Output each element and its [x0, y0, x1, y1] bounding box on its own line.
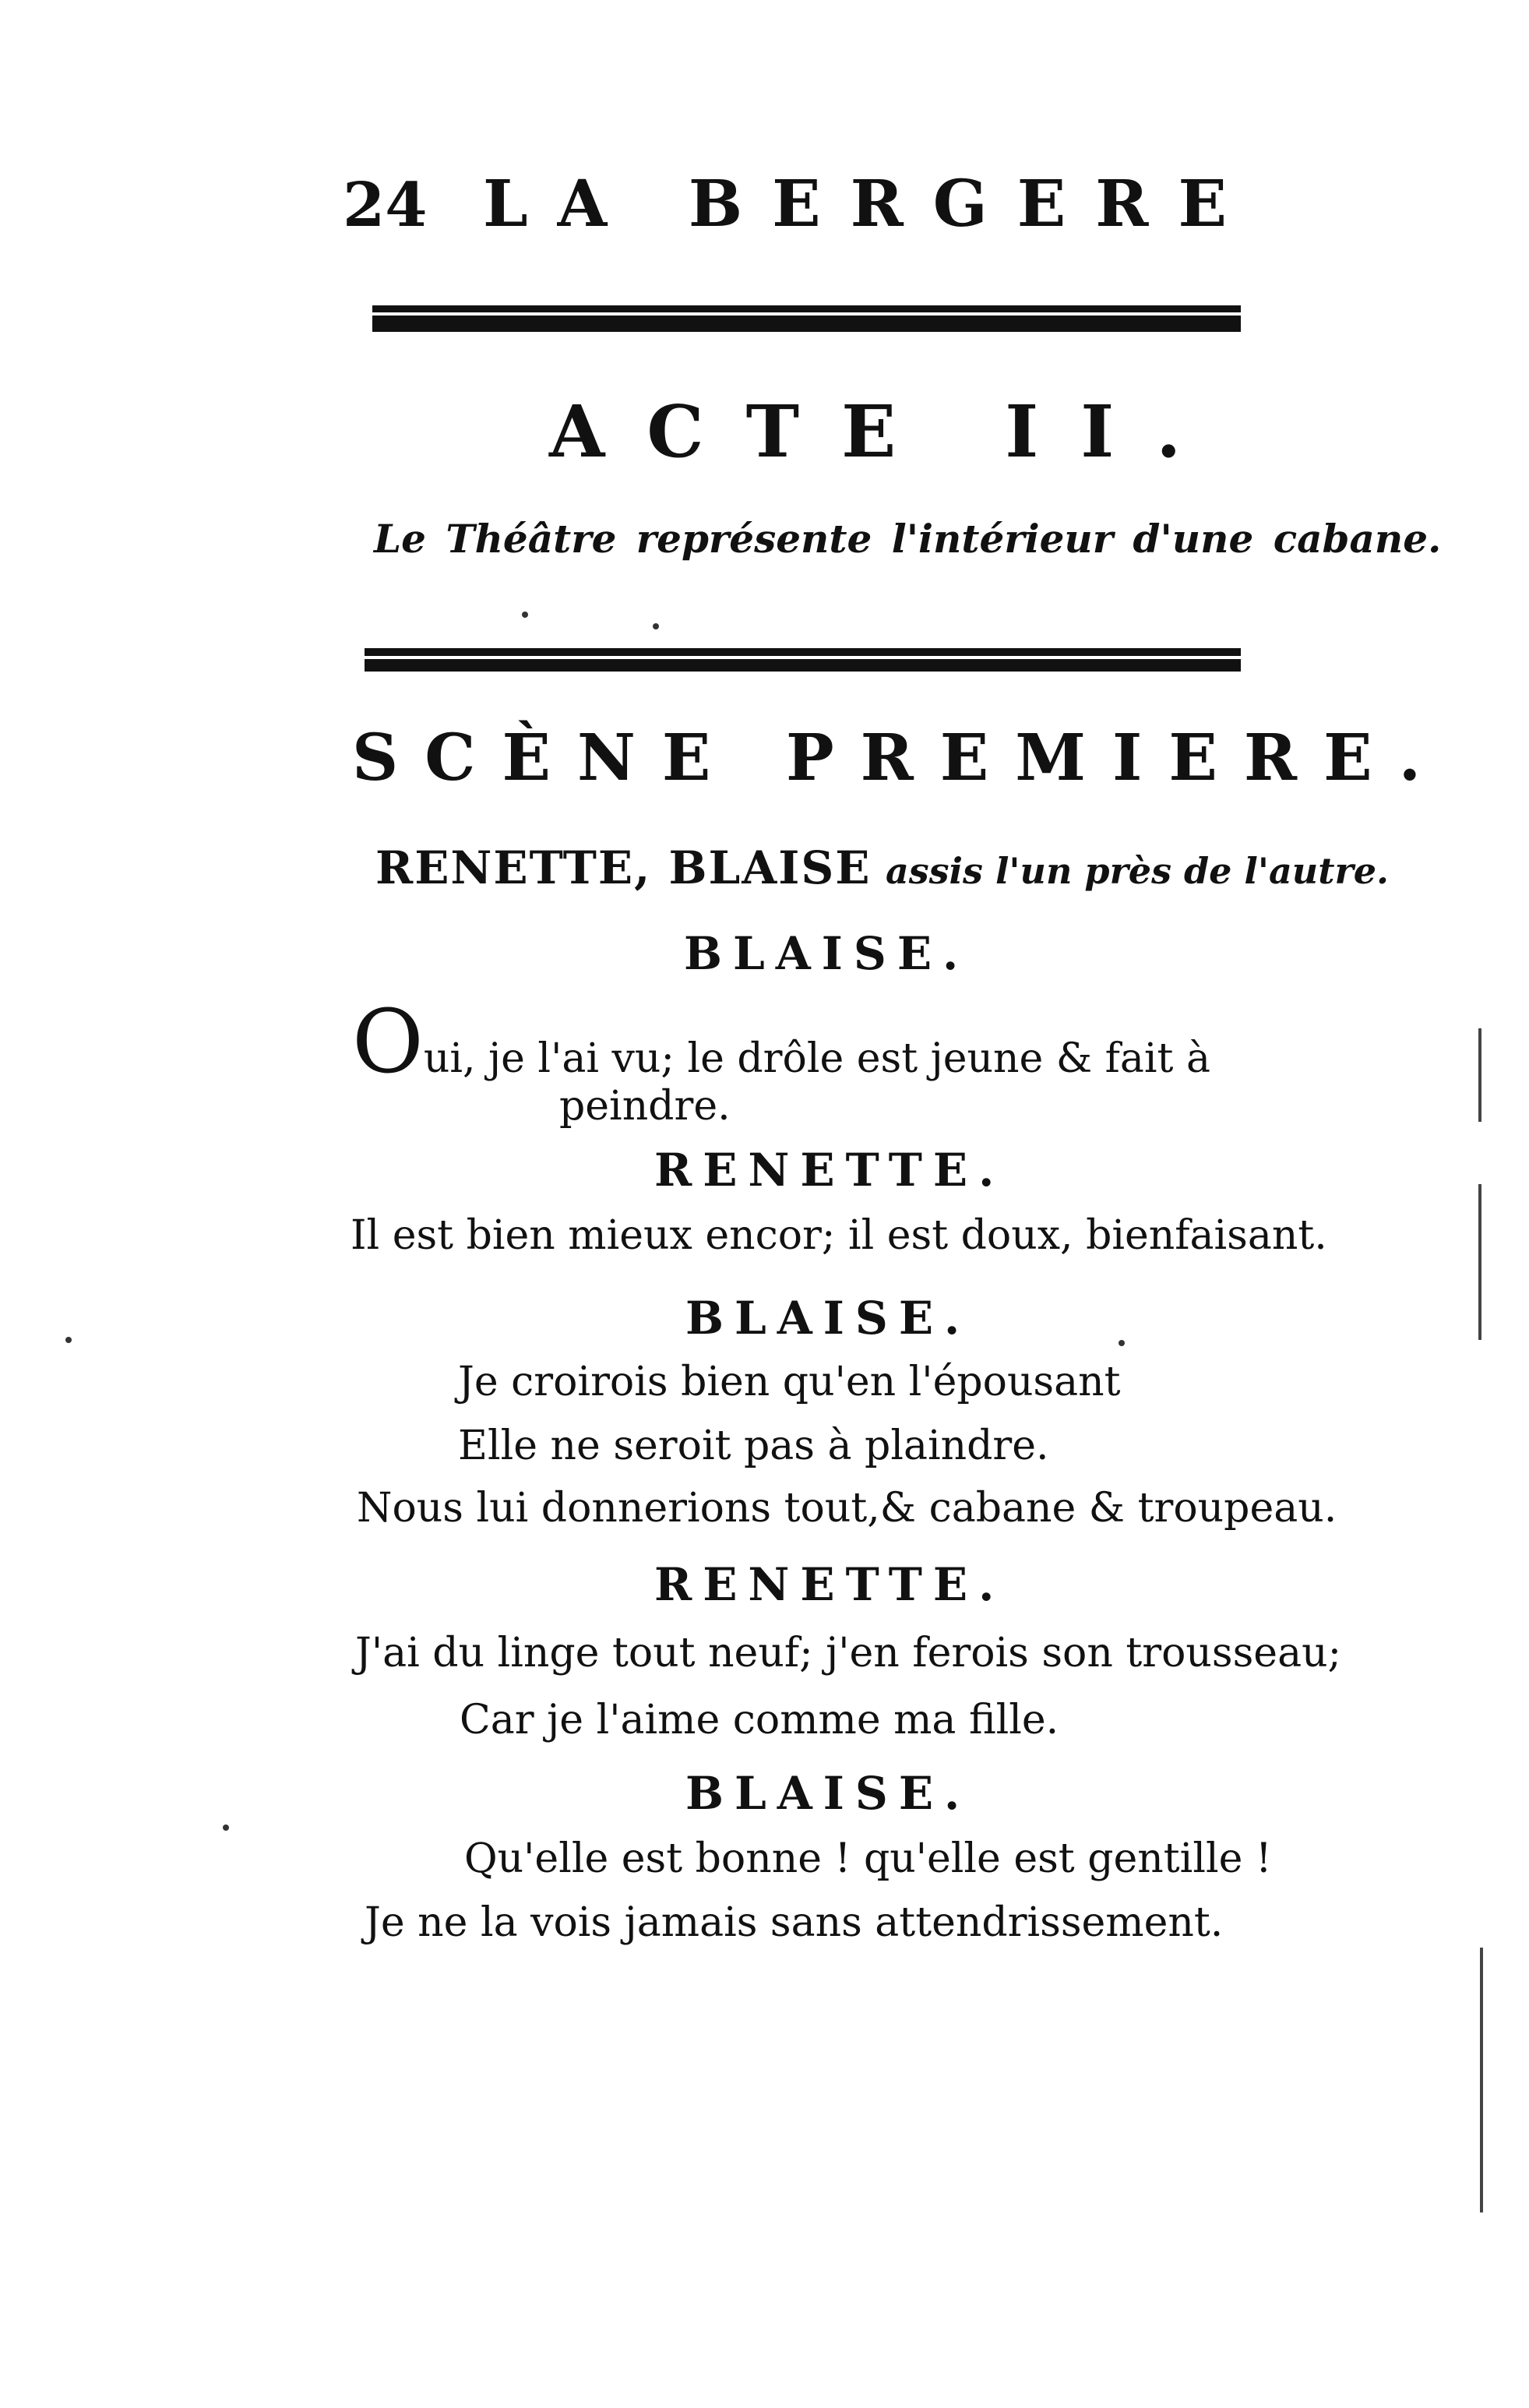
scene-title: SCÈNE PREMIERE.: [352, 721, 1448, 795]
verse-line: Je croirois bien qu'en l'épousant: [458, 1359, 1121, 1405]
verse-line: Qu'elle est bonne ! qu'elle est gentille !: [464, 1835, 1272, 1882]
running-title: LA BERGERE: [483, 167, 1256, 242]
verse-line: Car je l'aime comme ma fille.: [460, 1697, 1059, 1743]
cast-names: RENETTE, BLAISE: [375, 841, 872, 894]
verse-line: J'ai du linge tout neuf; j'en ferois son trousseau;: [355, 1630, 1342, 1676]
speaker-label: RENETTE.: [654, 1144, 1006, 1197]
cast-list: [375, 841, 1389, 894]
stage-direction: Le Théâtre représente l'intérieur d'une cabane.: [374, 516, 1442, 562]
ink-speck: [223, 1825, 229, 1831]
act-title: ACTE II.: [549, 390, 1224, 474]
verse-text: ui, je l'ai vu; le drôle est jeune & fait à: [423, 1035, 1210, 1082]
top-ornamental-rule: [372, 305, 1241, 332]
speaker-label: RENETTE.: [654, 1558, 1006, 1611]
ink-speck: [522, 612, 528, 618]
speaker-label: BLAISE.: [684, 927, 970, 980]
verse-line: peindre.: [559, 1083, 731, 1130]
verse-line: [352, 992, 1210, 1093]
margin-mark: [1478, 1184, 1481, 1340]
verse-line: Il est bien mieux encor; il est doux, bienfaisant.: [351, 1212, 1327, 1259]
speaker-label: BLAISE.: [685, 1767, 971, 1820]
speaker-label: BLAISE.: [685, 1292, 971, 1345]
ink-speck: [1119, 1340, 1125, 1346]
verse-line: Je ne la vois jamais sans attendrissement.: [365, 1899, 1224, 1946]
verse-line: Elle ne seroit pas à plaindre.: [458, 1423, 1049, 1469]
margin-mark: [1480, 1948, 1483, 2212]
ink-speck: [65, 1337, 72, 1343]
drop-cap: O: [352, 992, 424, 1093]
verse-line: Nous lui donnerions tout,& cabane & troupeau.: [357, 1485, 1337, 1532]
margin-mark: [1478, 1028, 1481, 1122]
page-number: 24: [343, 170, 428, 241]
ink-speck: [653, 623, 659, 629]
middle-ornamental-rule: [365, 648, 1241, 672]
cast-direction: assis l'un près de l'autre.: [885, 850, 1389, 892]
